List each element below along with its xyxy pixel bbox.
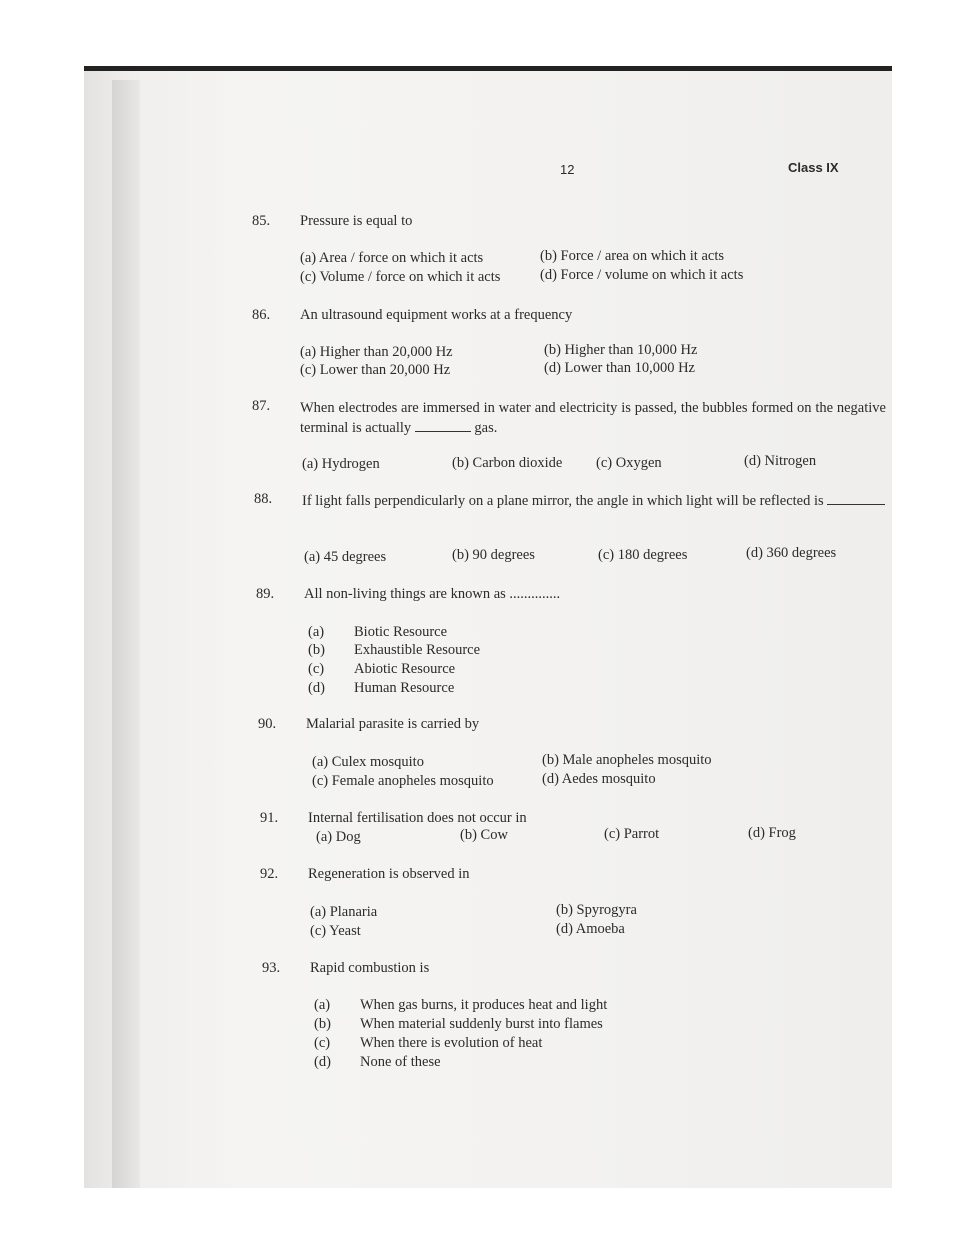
option-text: Human Resource [354,680,455,696]
class-label: Class IX [788,160,839,175]
question-text: An ultrasound equipment works at a frequency [300,307,573,323]
question-number: 85. [252,213,271,229]
option-a: (a) 45 degrees [304,549,387,565]
question-number: 86. [252,307,271,323]
question-text-before: If light falls perpendicularly on a plane mirror, the angle in which light will be reflected is [302,493,824,509]
option-c: (c) Lower than 20,000 Hz [300,362,451,378]
question-number: 89. [256,586,275,602]
option-d: (d) Amoeba [556,921,625,937]
option-text: When there is evolution of heat [360,1035,543,1051]
option-label: (a) [314,997,331,1013]
option-c: (c) Parrot [604,826,660,842]
question-text [302,491,890,511]
option-text: Abiotic Resource [354,661,456,677]
question-text: Pressure is equal to [300,213,413,229]
option-label: (c) [308,661,325,677]
option-text: When material suddenly burst into flames [360,1016,603,1032]
page-number: 12 [560,162,575,177]
option-label: (b) [314,1016,331,1032]
question-text [300,398,886,438]
option-d: (d) Aedes mosquito [542,771,656,787]
question-number: 87. [252,398,271,414]
option-b: (b) Force / area on which it acts [540,248,724,264]
option-label: (d) [308,680,325,696]
question-text-after: gas. [474,420,498,436]
option-b: (b) 90 degrees [452,547,535,563]
option-b: (b) Carbon dioxide [452,455,563,471]
question-text: Regeneration is observed in [308,866,470,882]
option-d: (d) Lower than 10,000 Hz [544,360,695,376]
question-number: 93. [262,960,281,976]
answer-blank [827,492,885,505]
option-a: (a) Planaria [310,904,378,920]
option-b: (b) Higher than 10,000 Hz [544,342,698,358]
option-c: (c) Yeast [310,923,361,939]
option-a: (a) Dog [316,829,361,845]
option-text: When gas burns, it produces heat and light [360,997,608,1013]
option-b: (b) Cow [460,827,508,843]
question-text: Rapid combustion is [310,960,430,976]
option-label: (b) [308,642,325,658]
option-c: (c) Volume / force on which it acts [300,269,501,285]
option-c: (c) 180 degrees [598,547,688,563]
question-text: All non-living things are known as .............. [304,586,561,602]
question-text: Malarial parasite is carried by [306,716,480,732]
question-number: 90. [258,716,277,732]
question-number: 91. [260,810,279,826]
option-d: (d) Nitrogen [744,453,817,469]
option-text: None of these [360,1054,441,1070]
answer-blank [415,419,471,432]
option-b: (b) Male anopheles mosquito [542,752,712,768]
option-d: (d) 360 degrees [746,545,837,561]
option-d: (d) Frog [748,825,796,841]
option-a: (a) Culex mosquito [312,754,424,770]
question-number: 92. [260,866,279,882]
option-b: (b) Spyrogyra [556,902,637,918]
option-text: Biotic Resource [354,624,448,640]
option-label: (d) [314,1054,331,1070]
question-number: 88. [254,491,273,507]
option-a: (a) Area / force on which it acts [300,250,484,266]
option-c: (c) Oxygen [596,455,662,471]
option-c: (c) Female anopheles mosquito [312,773,494,789]
option-text: Exhaustible Resource [354,642,481,658]
option-a: (a) Hydrogen [302,456,380,472]
option-a: (a) Higher than 20,000 Hz [300,344,453,360]
option-d: (d) Force / volume on which it acts [540,267,744,283]
option-label: (c) [314,1035,331,1051]
question-text-before: When electrodes are immersed in water and electricity is passed, the bubbles formed on the negative terminal is actually [300,400,886,436]
question-text: Internal fertilisation does not occur in [308,810,527,826]
option-label: (a) [308,624,325,640]
